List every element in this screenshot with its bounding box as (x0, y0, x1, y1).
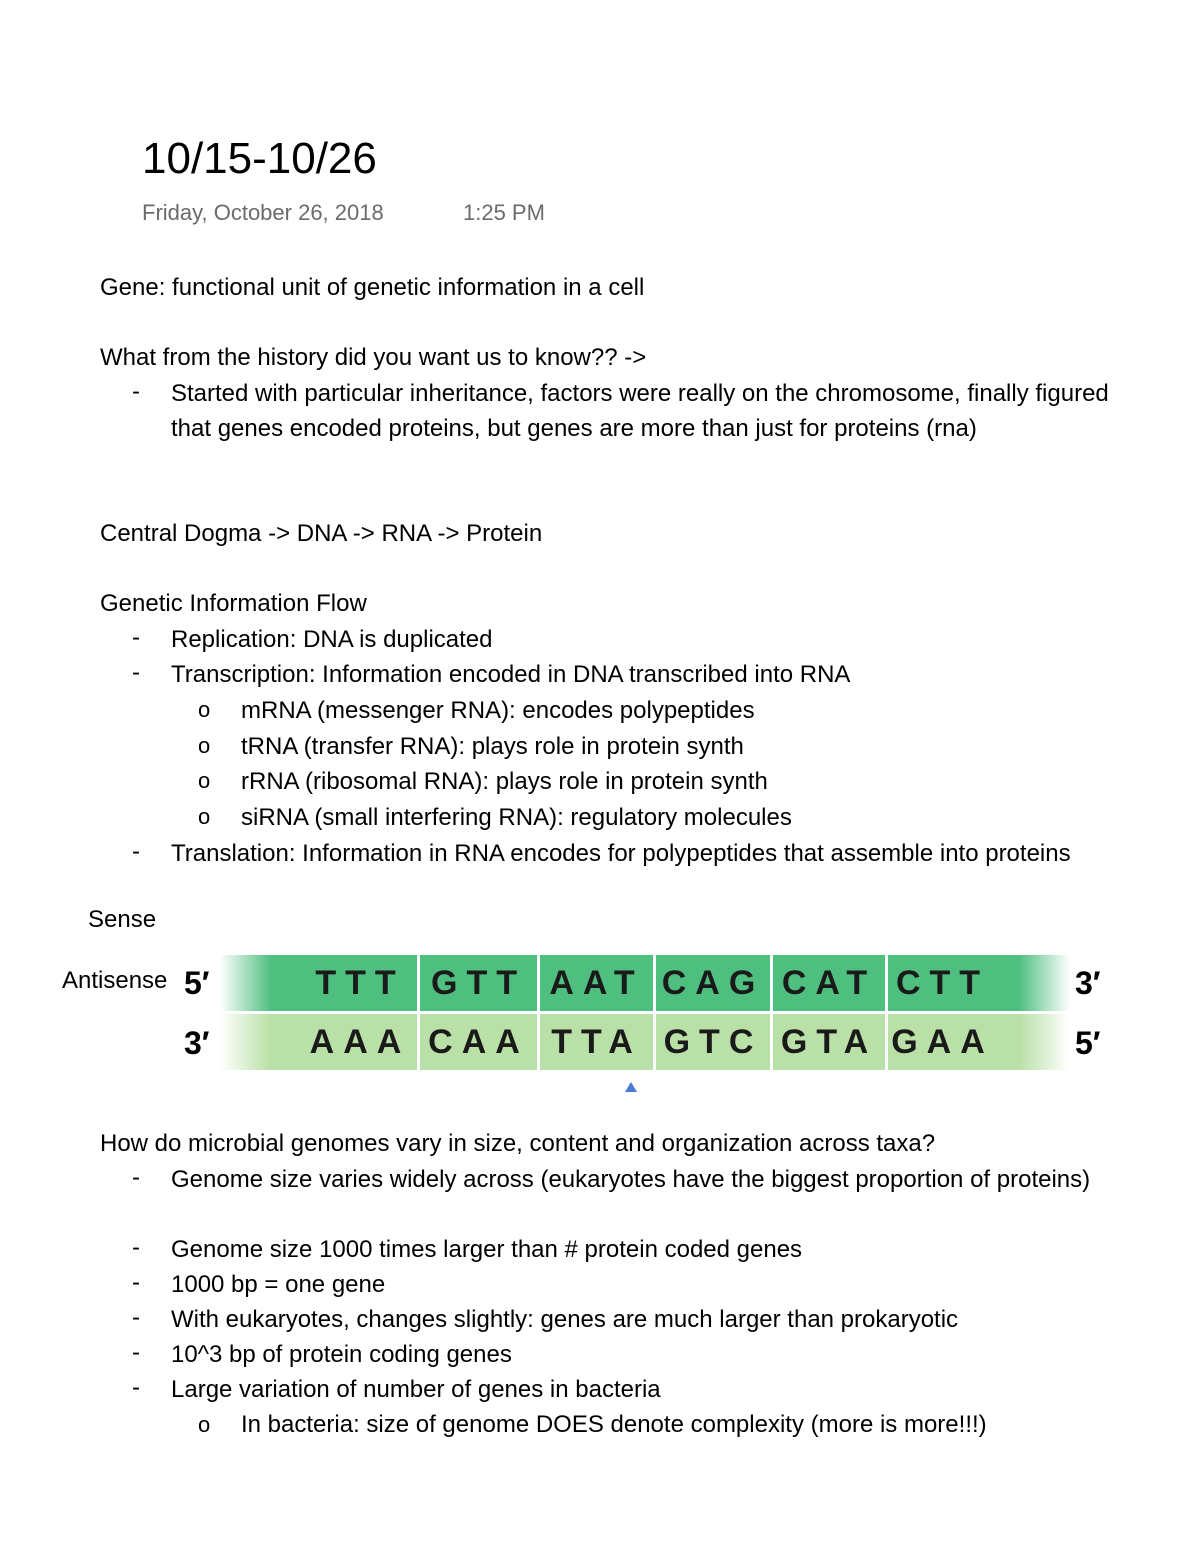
history-question: What from the history did you want us to know?? -> (100, 344, 647, 371)
antisense-codon: GAA (885, 1014, 997, 1070)
bullet-dash: - (132, 1234, 140, 1261)
bottom-5prime-label: 5′ (1075, 1025, 1101, 1061)
bullet-circle: o (198, 733, 211, 758)
flow-sub-rrna: rRNA (ribosomal RNA): plays role in protein synth (241, 768, 768, 795)
flow-sub-trna: tRNA (transfer RNA): plays role in protein synth (241, 733, 744, 760)
sense-strand (220, 955, 1070, 1011)
bottom-3prime-label: 3′ (184, 1025, 210, 1061)
dna-double-strand-figure (60, 955, 1140, 1095)
sense-codon: GTT (417, 955, 537, 1011)
genome-bullet-4: With eukaryotes, changes slightly: genes are much larger than prokaryotic (171, 1306, 959, 1333)
bullet-dash: - (132, 1374, 140, 1401)
antisense-codon: AAA (309, 1022, 411, 1061)
gene-definition: Gene: functional unit of genetic information in a cell (100, 274, 645, 301)
antisense-label: Antisense (62, 967, 168, 994)
flow-bullet-replication: Replication: DNA is duplicated (171, 626, 493, 653)
genome-question: How do microbial genomes vary in size, content and organization across taxa? (100, 1130, 936, 1157)
bullet-dash: - (132, 378, 140, 405)
page-time: 1:25 PM (463, 200, 545, 225)
antisense-codon: GTC (653, 1014, 770, 1070)
flow-sub-sirna: siRNA (small interfering RNA): regulatory molecules (241, 804, 792, 831)
antisense-codon: GTA (770, 1014, 885, 1070)
bullet-dash: - (132, 1339, 140, 1366)
resize-handle-icon[interactable] (625, 1082, 637, 1092)
top-3prime-label: 3′ (1075, 965, 1101, 1001)
genome-bullet-1: Genome size varies widely across (eukaryotes have the biggest proportion of proteins) (171, 1166, 1091, 1193)
bullet-dash: - (132, 624, 140, 651)
bullet-dash: - (132, 1164, 140, 1191)
bullet-circle: o (198, 768, 211, 793)
bullet-dash: - (132, 659, 140, 686)
bullet-circle: o (198, 697, 211, 722)
sense-codon: CTT (885, 955, 997, 1011)
antisense-strand (220, 1014, 1070, 1070)
sense-codon: CAT (770, 955, 885, 1011)
central-dogma: Central Dogma -> DNA -> RNA -> Protein (100, 520, 543, 547)
page-date: Friday, October 26, 2018 (142, 200, 384, 225)
top-5prime-label: 5′ (184, 965, 210, 1001)
bullet-circle: o (198, 1412, 211, 1437)
antisense-codon: TTA (537, 1014, 653, 1070)
bullet-dash: - (132, 1304, 140, 1331)
genome-bullet-3: 1000 bp = one gene (171, 1271, 386, 1298)
page-title: 10/15-10/26 (142, 134, 377, 183)
history-bullet-1: Started with particular inheritance, factors were really on the chromosome, finally figured that genes encoded proteins, but genes are more than just for proteins (rna) (171, 380, 1109, 442)
flow-sub-mrna: mRNA (messenger RNA): encodes polypeptides (241, 697, 755, 724)
genome-bullet-5: 10^3 bp of protein coding genes (171, 1341, 512, 1368)
flow-bullet-transcription: Transcription: Information encoded in DNA transcribed into RNA (171, 661, 851, 688)
genome-sub-bacteria: In bacteria: size of genome DOES denote complexity (more is more!!!) (241, 1411, 987, 1438)
bullet-dash: - (132, 838, 140, 865)
flow-heading: Genetic Information Flow (100, 590, 367, 617)
antisense-codon: CAA (417, 1014, 537, 1070)
sense-label: Sense (88, 906, 157, 933)
bullet-dash: - (132, 1269, 140, 1296)
genome-bullet-6: Large variation of number of genes in bacteria (171, 1376, 661, 1403)
flow-bullet-translation: Translation: Information in RNA encodes for polypeptides that assemble into proteins (171, 840, 1071, 867)
sense-codon: AAT (537, 955, 653, 1011)
bullet-circle: o (198, 804, 211, 829)
genome-bullet-2: Genome size 1000 times larger than # protein coded genes (171, 1236, 803, 1263)
sense-codon: TTT (315, 963, 405, 1002)
sense-codon: CAG (653, 955, 770, 1011)
